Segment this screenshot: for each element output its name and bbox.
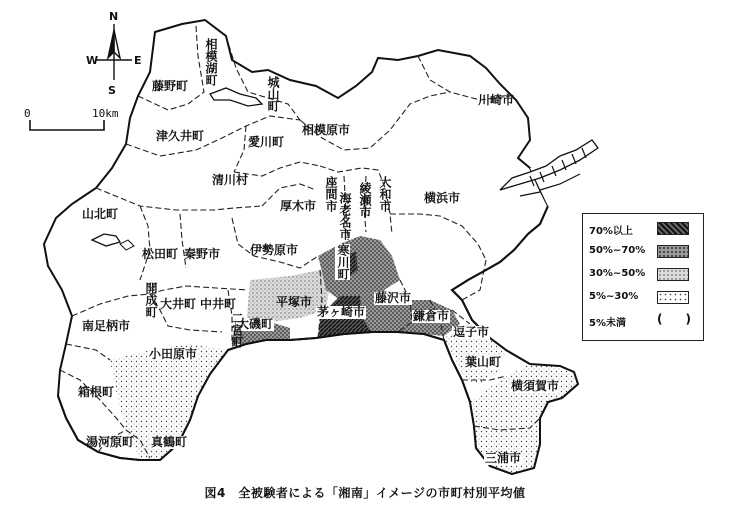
legend-row-none	[589, 312, 701, 330]
figure-caption: 図4 全被験者による「湘南」イメージの市町村別平均値	[204, 486, 526, 500]
label-nakai: 中井町	[200, 297, 237, 311]
label-kawasaki: 川崎市	[478, 93, 515, 107]
scale-ten-label: 10km	[92, 107, 119, 120]
legend-swatch-medium	[657, 268, 689, 281]
legend-paren-open: (	[657, 312, 663, 326]
label-chigasaki: 茅ヶ崎市	[317, 305, 366, 319]
legend-swatch-light	[657, 291, 689, 304]
label-ebina: 海老名市	[338, 192, 352, 240]
legend	[582, 213, 704, 341]
label-tsukui: 津久井町	[156, 129, 205, 143]
label-kaisei: 開成町	[144, 282, 158, 318]
label-hakone: 箱根町	[78, 385, 115, 399]
label-matsuda: 松田町	[142, 247, 179, 261]
legend-swatch-darkest	[657, 222, 689, 235]
label-zama: 座間市	[324, 176, 338, 212]
label-miura: 三浦市	[485, 451, 522, 465]
legend-label: 5%未満	[589, 318, 626, 329]
label-oiso: 大磯町	[237, 317, 274, 331]
compass-east-label: E	[134, 54, 142, 67]
legend-row-darkest	[589, 220, 701, 238]
label-yugawara: 湯河原町	[86, 435, 135, 449]
label-ninomiya: 二宮町	[230, 312, 244, 348]
label-yamato: 大和市	[378, 176, 392, 212]
scale-bar	[30, 120, 104, 130]
scale-zero-label: 0	[24, 107, 31, 120]
legend-label: 70%以上	[589, 226, 633, 237]
label-hiratsuka: 平塚市	[276, 295, 313, 309]
compass-north-label: N	[109, 10, 119, 23]
label-yamakita: 山北町	[82, 207, 119, 221]
label-fujino: 藤野町	[152, 79, 189, 93]
label-hayama: 葉山町	[465, 355, 502, 369]
legend-label: 30%~50%	[589, 268, 646, 279]
label-manazuru: 真鶴町	[151, 435, 188, 449]
compass-rose	[96, 24, 132, 80]
legend-row-light	[589, 289, 701, 307]
label-yokosuka: 横須賀市	[511, 379, 560, 393]
compass-south-label: S	[108, 84, 116, 97]
label-aikawa: 愛川町	[248, 135, 285, 149]
label-shiroyama: 城山町	[266, 76, 280, 112]
legend-paren-close: )	[685, 312, 691, 326]
label-fujisawa: 藤沢市	[375, 291, 412, 305]
legend-label: 5%~30%	[589, 291, 639, 302]
label-isehara: 伊勢原市	[250, 243, 299, 257]
label-kamakura: 鎌倉市	[413, 309, 450, 323]
label-kiyokawa: 清川村	[212, 173, 249, 187]
label-samukawa: 寒川町	[336, 244, 350, 280]
label-odawara: 小田原市	[149, 347, 198, 361]
legend-label: 50%~70%	[589, 245, 646, 256]
label-hadano: 秦野市	[184, 247, 221, 261]
label-oi: 大井町	[160, 297, 197, 311]
label-minamiashigara: 南足柄市	[82, 319, 131, 333]
compass-west-label: W	[86, 54, 99, 67]
label-ayase: 綾瀬市	[358, 182, 372, 218]
legend-swatch-none	[657, 312, 691, 326]
legend-swatch-dark	[657, 245, 689, 258]
label-sagamihara: 相模原市	[302, 123, 351, 137]
label-atsugi: 厚木市	[280, 199, 317, 213]
legend-row-medium	[589, 266, 701, 284]
label-zushi: 逗子市	[453, 325, 490, 339]
label-yokohama: 横浜市	[424, 191, 461, 205]
legend-row-dark	[589, 243, 701, 261]
label-sagamiko: 相模湖町	[204, 38, 218, 86]
